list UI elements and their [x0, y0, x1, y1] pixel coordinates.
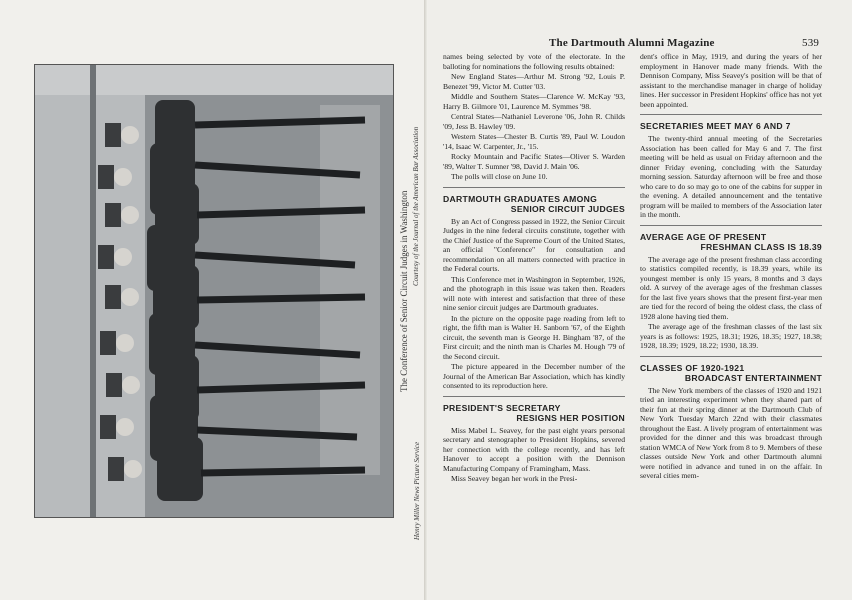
judges-photo-drawing: [35, 65, 393, 517]
left-page: [0, 0, 424, 600]
election-intro: names being selected by vote of the electorate. In the balloting for nominations the following results obtained:: [443, 52, 625, 71]
polls-close: The polls will close on June 10.: [451, 172, 548, 181]
judges-figures: [147, 100, 203, 501]
secretary-continued: dent's office in May, 1919, and during the years of her employment in Hanover made many friends. With the Dennison Company, Miss Seavey's position will be that of assistant to the merchandise manager in charge of holiday lines. Her successor in President Hopkins' office has not yet been appointed.: [640, 52, 822, 109]
page-number: 539: [802, 37, 820, 49]
secretary-para-2: Miss Seavey began her work in the Presi-: [451, 474, 578, 483]
region-western: Western States—Chester B. Curtis '89, Paul W. Loudon '14, Isaac W. Carpenter, Jr., '15.: [443, 132, 625, 151]
judges-photograph: [34, 64, 394, 518]
column-left: [443, 52, 625, 485]
judges-para-2: This Conference met in Washington in September, 1926, and the photograph in this issue was taken then. Readers will note with interest and satisfaction that three of these nine senior circuit judges are Dartmouth graduates.: [443, 274, 625, 312]
judges-heading: DARTMOUTH GRADUATES AMONG SENIOR CIRCUIT JUDGES: [443, 193, 625, 214]
right-page: [428, 0, 852, 600]
secretaries-meet-para: The twenty-third annual meeting of the Secretaries Association has been called for May 6 and 7. The first meeting will be held as usual on Friday afternoon and the dinner Friday evening, concluding with the Saturday morning session. Saturday afternoon will be free and those who care to do so may go to one of the cabins for supper in the evening. A detailed announcement and the tentative program will be mailed to members of the Association later in the month.: [640, 134, 822, 219]
judges-para-3: In the picture on the opposite page reading from left to right, the fifth man is Walter H. Sanborn '67, of the Eighth circuit, the seventh man is George H. Bingham '87, of the First circuit; and the ninth man is Charles M. Hough '79 of the Second circuit.: [443, 313, 625, 361]
magazine-title: The Dartmouth Alumni Magazine: [549, 37, 715, 49]
divider: [640, 225, 822, 226]
broadcast-heading: CLASSES OF 1920-1921 BROADCAST ENTERTAINMENT: [640, 362, 822, 383]
secretary-heading: PRESIDENT'S SECRETARY RESIGNS HER POSITION: [443, 402, 625, 423]
region-new-england: New England States—Arthur M. Strong '92, Louis P. Benezet '99, Victor M. Cutter '03.: [443, 72, 625, 91]
secretaries-meet-heading: SECRETARIES MEET MAY 6 AND 7: [640, 121, 791, 131]
photo-credit: Henry Miller News Picture Service: [413, 441, 421, 540]
column-right: [640, 52, 822, 482]
average-age-heading: AVERAGE AGE OF PRESENT FRESHMAN CLASS IS 18.39: [640, 231, 822, 252]
judges-para-4: The picture appeared in the December number of the Journal of the American Bar Association, which has kindly consented to its reproduction here.: [443, 362, 625, 390]
divider: [640, 114, 822, 115]
divider: [640, 356, 822, 357]
secretary-para-1: Miss Mabel L. Seavey, for the past eight years personal secretary and stenographer to President Hopkins, severed her connection with the college recently, and has left Hanover to accept a position with the Dennison Manufacturing Company of Framingham, Mass.: [443, 425, 625, 473]
average-age-para-2: The average age of the freshman classes of the last six years is as follows: 1925, 18.31; 1926, 18.35; 1927, 18.38; 1928, 18.39; 1929, 18.22; 1930, 18.39.: [640, 322, 822, 350]
broadcast-para: The New York members of the classes of 1920 and 1921 tried an interesting experiment when they shared part of their fun at their spring dinner at the Dartmouth Club of New York Tuesday March 22nd with their classmates throughout the East. A lively program of entertainment was provided for the dinner and this was broadcast through station WMCA of New York from 8 to 9. Members of these classes outside New York and other Dartmouth alumni were notified in advance and tuned in on the affair. In several cities mem-: [640, 385, 822, 480]
divider: [443, 396, 625, 397]
average-age-para-1: The average age of the present freshman class according to statistics compiled recently, is 18.39 years, while its youngest member is only 15 years, 8 months and 3 days old. A survey of the average ages of the freshman classes for the last five years shows that the present first-year men are tied for the record of being the oldest class, the class of 1928 alone having tied them.: [640, 254, 822, 321]
divider: [443, 187, 625, 188]
region-rocky-pacific: Rocky Mountain and Pacific States—Oliver S. Warden '89, Walter T. Sumner '98, David J. Main '06.: [443, 152, 625, 171]
judges-para-1: By an Act of Congress passed in 1922, the Senior Circuit Judges in the nine federal circuits constitute, together with the Chief Justice of the Supreme Court of the United States, an official "Conference" for consultation and recommendation on all matters connected with practice in the Federal courts.: [443, 216, 626, 273]
photo-courtesy: Courtesy of the Journal of the American Bar Association: [412, 126, 420, 286]
region-middle-southern: Middle and Southern States—Clarence W. McKay '93, Harry B. Gilmore '01, Laurence M. Symmes '98.: [443, 92, 625, 111]
region-central: Central States—Nathaniel Leverone '06, John R. Childs '09, Jess B. Hawley '09.: [443, 112, 625, 131]
photo-caption: The Conference of Senior Circuit Judges in Washington: [399, 190, 409, 392]
